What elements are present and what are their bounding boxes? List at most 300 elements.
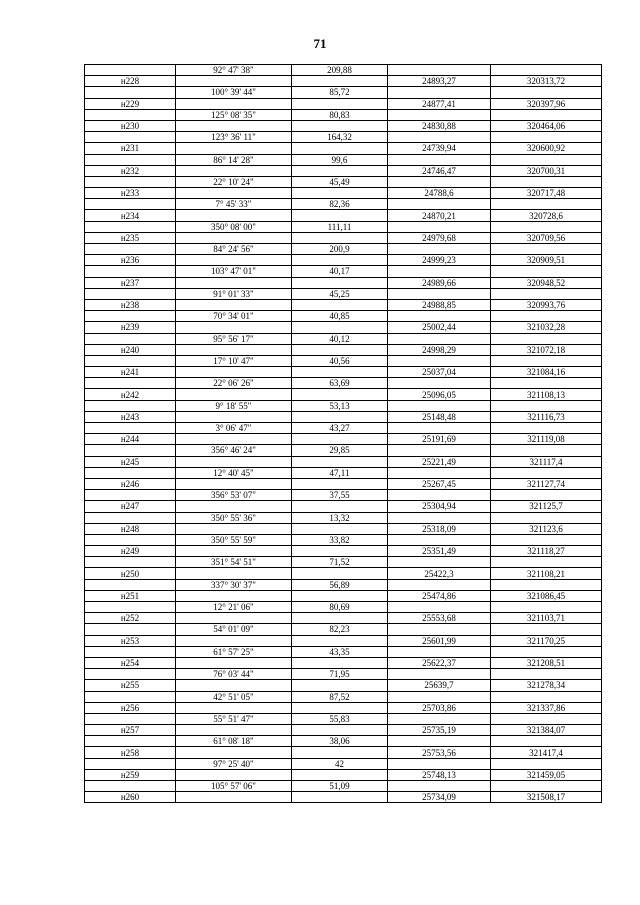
x-coordinate-cell — [388, 490, 491, 501]
table-row — [85, 322, 602, 333]
x-coordinate-cell: 24979,68 — [388, 232, 491, 243]
point-name-cell: н246 — [85, 478, 176, 489]
point-name-cell — [85, 221, 176, 232]
y-coordinate-cell — [491, 490, 602, 501]
y-coordinate-cell: 320728,6 — [491, 210, 602, 221]
table-row — [85, 691, 602, 702]
point-name-cell: н245 — [85, 456, 176, 467]
y-coordinate-cell — [491, 400, 602, 411]
y-coordinate-cell: 320993,76 — [491, 299, 602, 310]
y-coordinate-cell — [491, 691, 602, 702]
table-row — [85, 713, 602, 724]
point-name-cell: н251 — [85, 590, 176, 601]
point-name-cell: н240 — [85, 344, 176, 355]
point-name-cell: н231 — [85, 143, 176, 154]
y-coordinate-cell: 321278,34 — [491, 680, 602, 691]
distance-cell: 29,85 — [292, 445, 388, 456]
y-coordinate-cell — [491, 355, 602, 366]
direction-angle-cell — [176, 411, 292, 422]
y-coordinate-cell — [491, 109, 602, 120]
point-name-cell — [85, 713, 176, 724]
distance-cell — [292, 680, 388, 691]
y-coordinate-cell — [491, 736, 602, 747]
point-name-cell: н228 — [85, 76, 176, 87]
point-name-cell: н235 — [85, 232, 176, 243]
table-row — [85, 523, 602, 534]
point-name-cell: н230 — [85, 120, 176, 131]
point-name-cell: н260 — [85, 792, 176, 803]
table-row — [85, 232, 602, 243]
x-coordinate-cell — [388, 758, 491, 769]
point-name-cell — [85, 333, 176, 344]
distance-cell — [292, 210, 388, 221]
point-name-cell — [85, 423, 176, 434]
direction-angle-cell: 17° 10' 47" — [176, 355, 292, 366]
coordinates-table — [84, 64, 602, 803]
direction-angle-cell — [176, 76, 292, 87]
point-name-cell — [85, 288, 176, 299]
distance-cell: 53,13 — [292, 400, 388, 411]
point-name-cell — [85, 646, 176, 657]
y-coordinate-cell: 320600,92 — [491, 143, 602, 154]
y-coordinate-cell — [491, 65, 602, 76]
table-row — [85, 210, 602, 221]
direction-angle-cell — [176, 143, 292, 154]
table-row — [85, 613, 602, 624]
table-row — [85, 76, 602, 87]
distance-cell — [292, 568, 388, 579]
y-coordinate-cell — [491, 288, 602, 299]
direction-angle-cell: 12° 40' 45" — [176, 467, 292, 478]
table-row — [85, 87, 602, 98]
table-row — [85, 109, 602, 120]
direction-angle-cell: 86° 14' 28" — [176, 154, 292, 165]
y-coordinate-cell — [491, 176, 602, 187]
table-row — [85, 546, 602, 557]
point-name-cell — [85, 534, 176, 545]
point-name-cell: н236 — [85, 255, 176, 266]
point-name-cell: н255 — [85, 680, 176, 691]
x-coordinate-cell — [388, 669, 491, 680]
x-coordinate-cell: 25734,09 — [388, 792, 491, 803]
table-row — [85, 490, 602, 501]
table-row — [85, 635, 602, 646]
x-coordinate-cell: 25703,86 — [388, 702, 491, 713]
direction-angle-cell — [176, 344, 292, 355]
point-name-cell: н256 — [85, 702, 176, 713]
table-row — [85, 255, 602, 266]
direction-angle-cell — [176, 568, 292, 579]
y-coordinate-cell — [491, 758, 602, 769]
y-coordinate-cell — [491, 87, 602, 98]
table-row — [85, 154, 602, 165]
y-coordinate-cell — [491, 378, 602, 389]
x-coordinate-cell — [388, 624, 491, 635]
direction-angle-cell — [176, 590, 292, 601]
y-coordinate-cell: 321127,74 — [491, 478, 602, 489]
x-coordinate-cell: 25318,09 — [388, 523, 491, 534]
direction-angle-cell — [176, 613, 292, 624]
table-row — [85, 389, 602, 400]
table-body — [85, 65, 602, 803]
direction-angle-cell: 84° 24' 56" — [176, 244, 292, 255]
distance-cell — [292, 434, 388, 445]
direction-angle-cell — [176, 769, 292, 780]
distance-cell — [292, 98, 388, 109]
y-coordinate-cell: 321116,73 — [491, 411, 602, 422]
y-coordinate-cell: 321108,21 — [491, 568, 602, 579]
table-row — [85, 568, 602, 579]
point-name-cell: н248 — [85, 523, 176, 534]
y-coordinate-cell — [491, 445, 602, 456]
y-coordinate-cell — [491, 534, 602, 545]
direction-angle-cell — [176, 165, 292, 176]
table-row — [85, 725, 602, 736]
distance-cell — [292, 635, 388, 646]
direction-angle-cell: 22° 06' 26" — [176, 378, 292, 389]
x-coordinate-cell — [388, 445, 491, 456]
table-row — [85, 702, 602, 713]
point-name-cell: н237 — [85, 277, 176, 288]
x-coordinate-cell — [388, 199, 491, 210]
y-coordinate-cell: 321108,13 — [491, 389, 602, 400]
y-coordinate-cell: 320909,51 — [491, 255, 602, 266]
y-coordinate-cell — [491, 624, 602, 635]
direction-angle-cell — [176, 120, 292, 131]
distance-cell: 40,12 — [292, 333, 388, 344]
y-coordinate-cell — [491, 423, 602, 434]
y-coordinate-cell — [491, 221, 602, 232]
y-coordinate-cell — [491, 467, 602, 478]
table-row — [85, 120, 602, 131]
direction-angle-cell: 350° 55' 36" — [176, 512, 292, 523]
direction-angle-cell — [176, 657, 292, 668]
x-coordinate-cell: 25553,68 — [388, 613, 491, 624]
direction-angle-cell: 92° 47' 38" — [176, 65, 292, 76]
point-name-cell — [85, 758, 176, 769]
x-coordinate-cell — [388, 557, 491, 568]
point-name-cell: н253 — [85, 635, 176, 646]
distance-cell: 82,36 — [292, 199, 388, 210]
y-coordinate-cell — [491, 132, 602, 143]
direction-angle-cell: 100° 39' 44" — [176, 87, 292, 98]
direction-angle-cell — [176, 367, 292, 378]
direction-angle-cell: 42° 51' 05" — [176, 691, 292, 702]
x-coordinate-cell — [388, 534, 491, 545]
direction-angle-cell: 61° 08' 18" — [176, 736, 292, 747]
x-coordinate-cell: 24877,41 — [388, 98, 491, 109]
direction-angle-cell — [176, 501, 292, 512]
point-name-cell — [85, 781, 176, 792]
point-name-cell — [85, 132, 176, 143]
x-coordinate-cell — [388, 691, 491, 702]
distance-cell — [292, 792, 388, 803]
distance-cell — [292, 277, 388, 288]
distance-cell: 40,17 — [292, 266, 388, 277]
table-row — [85, 434, 602, 445]
point-name-cell: н243 — [85, 411, 176, 422]
direction-angle-cell — [176, 546, 292, 557]
point-name-cell — [85, 512, 176, 523]
table-row — [85, 781, 602, 792]
point-name-cell: н249 — [85, 546, 176, 557]
distance-cell: 45,25 — [292, 288, 388, 299]
x-coordinate-cell: 25221,49 — [388, 456, 491, 467]
table-row — [85, 266, 602, 277]
distance-cell — [292, 478, 388, 489]
point-name-cell — [85, 557, 176, 568]
table-row — [85, 132, 602, 143]
distance-cell: 43,27 — [292, 423, 388, 434]
distance-cell: 164,32 — [292, 132, 388, 143]
point-name-cell — [85, 736, 176, 747]
distance-cell — [292, 747, 388, 758]
distance-cell: 82,23 — [292, 624, 388, 635]
distance-cell: 209,88 — [292, 65, 388, 76]
point-name-cell: н239 — [85, 322, 176, 333]
y-coordinate-cell: 321123,6 — [491, 523, 602, 534]
y-coordinate-cell: 321086,45 — [491, 590, 602, 601]
point-name-cell: н233 — [85, 188, 176, 199]
point-name-cell: н250 — [85, 568, 176, 579]
x-coordinate-cell: 25753,56 — [388, 747, 491, 758]
y-coordinate-cell: 321119,08 — [491, 434, 602, 445]
distance-cell — [292, 76, 388, 87]
x-coordinate-cell: 25748,13 — [388, 769, 491, 780]
x-coordinate-cell — [388, 221, 491, 232]
y-coordinate-cell: 320397,96 — [491, 98, 602, 109]
distance-cell — [292, 322, 388, 333]
table-row — [85, 199, 602, 210]
page-number: 71 — [313, 36, 327, 51]
x-coordinate-cell — [388, 423, 491, 434]
x-coordinate-cell — [388, 311, 491, 322]
x-coordinate-cell: 25096,05 — [388, 389, 491, 400]
table-row — [85, 98, 602, 109]
direction-angle-cell: 350° 08' 00" — [176, 221, 292, 232]
distance-cell: 99,6 — [292, 154, 388, 165]
direction-angle-cell: 95° 56' 17" — [176, 333, 292, 344]
direction-angle-cell — [176, 702, 292, 713]
x-coordinate-cell — [388, 512, 491, 523]
distance-cell: 33,82 — [292, 534, 388, 545]
direction-angle-cell — [176, 523, 292, 534]
point-name-cell: н242 — [85, 389, 176, 400]
x-coordinate-cell: 25474,86 — [388, 590, 491, 601]
table-row — [85, 445, 602, 456]
point-name-cell: н241 — [85, 367, 176, 378]
direction-angle-cell: 103° 47' 01" — [176, 266, 292, 277]
y-coordinate-cell: 320464,06 — [491, 120, 602, 131]
table-row — [85, 557, 602, 568]
distance-cell — [292, 143, 388, 154]
point-name-cell — [85, 87, 176, 98]
distance-cell: 40,85 — [292, 311, 388, 322]
distance-cell: 55,83 — [292, 713, 388, 724]
direction-angle-cell — [176, 232, 292, 243]
table-row — [85, 602, 602, 613]
y-coordinate-cell: 321170,25 — [491, 635, 602, 646]
x-coordinate-cell — [388, 87, 491, 98]
y-coordinate-cell — [491, 669, 602, 680]
x-coordinate-cell — [388, 355, 491, 366]
table-row — [85, 423, 602, 434]
table-row — [85, 188, 602, 199]
x-coordinate-cell — [388, 288, 491, 299]
point-name-cell — [85, 669, 176, 680]
distance-cell — [292, 725, 388, 736]
table-row — [85, 165, 602, 176]
y-coordinate-cell — [491, 199, 602, 210]
point-name-cell — [85, 154, 176, 165]
distance-cell: 38,06 — [292, 736, 388, 747]
direction-angle-cell: 350° 55' 59" — [176, 534, 292, 545]
table-row — [85, 344, 602, 355]
y-coordinate-cell: 321208,51 — [491, 657, 602, 668]
table-row — [85, 501, 602, 512]
distance-cell — [292, 255, 388, 266]
table-row — [85, 792, 602, 803]
direction-angle-cell — [176, 747, 292, 758]
direction-angle-cell: 55° 51' 47" — [176, 713, 292, 724]
distance-cell: 80,83 — [292, 109, 388, 120]
distance-cell — [292, 702, 388, 713]
distance-cell: 51,09 — [292, 781, 388, 792]
point-name-cell: н252 — [85, 613, 176, 624]
point-name-cell — [85, 624, 176, 635]
point-name-cell — [85, 176, 176, 187]
distance-cell: 111,11 — [292, 221, 388, 232]
direction-angle-cell: 356° 53' 07" — [176, 490, 292, 501]
x-coordinate-cell: 25351,49 — [388, 546, 491, 557]
direction-angle-cell: 356° 46' 24" — [176, 445, 292, 456]
y-coordinate-cell — [491, 244, 602, 255]
y-coordinate-cell — [491, 154, 602, 165]
direction-angle-cell — [176, 434, 292, 445]
x-coordinate-cell: 24739,94 — [388, 143, 491, 154]
point-name-cell — [85, 266, 176, 277]
y-coordinate-cell: 321337,86 — [491, 702, 602, 713]
table-row — [85, 747, 602, 758]
direction-angle-cell: 76° 03' 44" — [176, 669, 292, 680]
distance-cell: 71,52 — [292, 557, 388, 568]
distance-cell — [292, 120, 388, 131]
y-coordinate-cell: 320700,31 — [491, 165, 602, 176]
point-name-cell — [85, 65, 176, 76]
y-coordinate-cell: 321084,16 — [491, 367, 602, 378]
x-coordinate-cell: 25622,37 — [388, 657, 491, 668]
distance-cell — [292, 523, 388, 534]
y-coordinate-cell — [491, 713, 602, 724]
x-coordinate-cell: 24989,66 — [388, 277, 491, 288]
point-name-cell — [85, 378, 176, 389]
point-name-cell: н259 — [85, 769, 176, 780]
table-row — [85, 400, 602, 411]
table-row — [85, 769, 602, 780]
table-row — [85, 680, 602, 691]
y-coordinate-cell: 320709,56 — [491, 232, 602, 243]
x-coordinate-cell: 25148,48 — [388, 411, 491, 422]
point-name-cell — [85, 355, 176, 366]
direction-angle-cell — [176, 255, 292, 266]
table-row — [85, 467, 602, 478]
direction-angle-cell: 97° 25' 40" — [176, 758, 292, 769]
x-coordinate-cell — [388, 176, 491, 187]
x-coordinate-cell — [388, 467, 491, 478]
table-row — [85, 143, 602, 154]
table-row — [85, 534, 602, 545]
table-row — [85, 176, 602, 187]
x-coordinate-cell: 24870,21 — [388, 210, 491, 221]
point-name-cell: н254 — [85, 657, 176, 668]
point-name-cell: н234 — [85, 210, 176, 221]
x-coordinate-cell — [388, 333, 491, 344]
x-coordinate-cell — [388, 109, 491, 120]
x-coordinate-cell — [388, 266, 491, 277]
y-coordinate-cell: 320313,72 — [491, 76, 602, 87]
direction-angle-cell: 105° 57' 06" — [176, 781, 292, 792]
point-name-cell: н244 — [85, 434, 176, 445]
table-row — [85, 244, 602, 255]
point-name-cell: н238 — [85, 299, 176, 310]
point-name-cell — [85, 579, 176, 590]
table-row — [85, 736, 602, 747]
table-row — [85, 311, 602, 322]
direction-angle-cell: 337° 30' 37" — [176, 579, 292, 590]
point-name-cell — [85, 244, 176, 255]
x-coordinate-cell: 25191,69 — [388, 434, 491, 445]
point-name-cell — [85, 445, 176, 456]
y-coordinate-cell: 321072,18 — [491, 344, 602, 355]
distance-cell — [292, 657, 388, 668]
y-coordinate-cell — [491, 512, 602, 523]
point-name-cell: н247 — [85, 501, 176, 512]
distance-cell — [292, 299, 388, 310]
distance-cell: 40,56 — [292, 355, 388, 366]
table-row — [85, 65, 602, 76]
point-name-cell — [85, 602, 176, 613]
direction-angle-cell: 12° 21' 06" — [176, 602, 292, 613]
table-row — [85, 288, 602, 299]
direction-angle-cell: 70° 34' 01" — [176, 311, 292, 322]
direction-angle-cell — [176, 680, 292, 691]
direction-angle-cell — [176, 210, 292, 221]
y-coordinate-cell: 321032,28 — [491, 322, 602, 333]
distance-cell: 71,95 — [292, 669, 388, 680]
x-coordinate-cell — [388, 154, 491, 165]
y-coordinate-cell: 321118,27 — [491, 546, 602, 557]
x-coordinate-cell: 24988,85 — [388, 299, 491, 310]
x-coordinate-cell — [388, 400, 491, 411]
table-row — [85, 299, 602, 310]
direction-angle-cell — [176, 98, 292, 109]
table-row — [85, 221, 602, 232]
x-coordinate-cell — [388, 646, 491, 657]
x-coordinate-cell: 25639,7 — [388, 680, 491, 691]
point-name-cell — [85, 691, 176, 702]
table-row — [85, 624, 602, 635]
direction-angle-cell: 54° 01' 09" — [176, 624, 292, 635]
distance-cell — [292, 769, 388, 780]
point-name-cell — [85, 400, 176, 411]
point-name-cell: н232 — [85, 165, 176, 176]
direction-angle-cell: 9° 18' 55" — [176, 400, 292, 411]
distance-cell: 63,69 — [292, 378, 388, 389]
y-coordinate-cell — [491, 333, 602, 344]
table-row — [85, 355, 602, 366]
x-coordinate-cell: 25735,19 — [388, 725, 491, 736]
y-coordinate-cell — [491, 311, 602, 322]
